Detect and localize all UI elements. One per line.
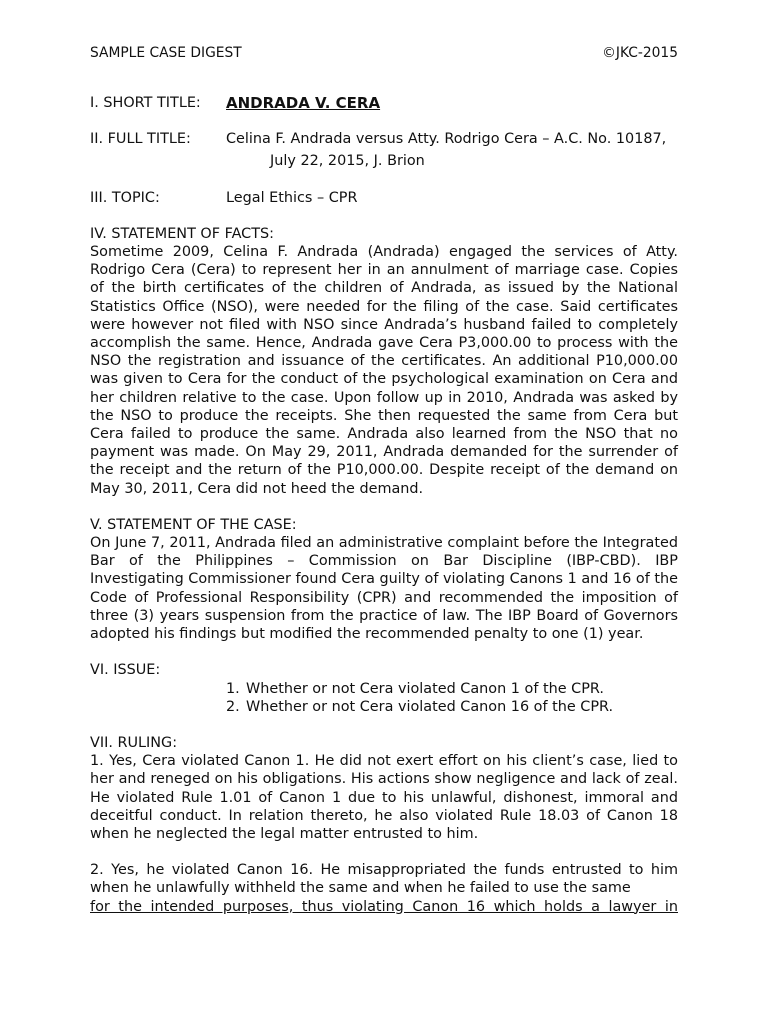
issue-text: Whether or not Cera violated Canon 16 of the CPR. [246,698,614,715]
document-page [90,44,678,916]
facts-heading: IV. STATEMENT OF FACTS: [90,225,274,242]
facts-text: Sometime 2009, Celina F. Andrada (Andrada) engaged the services of Atty. Rodrigo Cera (Cera) to represent her in an annulment of marriage case. Copies of the birth certificates of the children of Andrada, as issued by the National Statistics Office (NSO), were needed for the filing of the case. Said certificates were however not filed with NSO since Andrada’s husband failed to completely accomplish the same. Hence, Andrada gave Cera P3,000.00 to process with the NSO the registration and issuance of the certificates. An additional P10,000.00 was given to Cera for the conduct of the psychological examination on Cera and her children relative to the case. Upon follow up in 2010, Andrada was asked by the NSO to produce the receipts. She then requested the same from Cera but Cera failed to produce the same. Andrada also learned from the NSO that no payment was made. On May 29, 2011, Andrada demanded for the surrender of the receipt and the return of the P10,000.00. Despite receipt of the demand on May 30, 2011, Cera did not heed the demand. [90,244,678,497]
issue-heading: VI. ISSUE: [90,662,161,679]
issue-number: 1. [226,680,240,697]
header-left-text: SAMPLE CASE DIGEST [90,45,242,61]
short-title-label: I. SHORT TITLE: [90,95,201,111]
case-text: On June 7, 2011, Andrada filed an administrative complaint before the Integrated Bar of the Philippines – Commission on Bar Discipline (IBP-CBD). IBP Investigating Commissioner found Cera guilty of violating Canons 1 and 16 of the Code of Professional Responsibility (CPR) and recommended the imposition of three (3) years suspension from the practice of law. The IBP Board of Governors adopted his findings but modified the recommended penalty to one (1) year. [90,535,678,643]
issue-section [90,661,678,716]
issue-item [226,698,678,716]
ruling-heading: VII. RULING: [90,734,178,751]
ruling-section [90,734,678,916]
issue-text: Whether or not Cera violated Canon 1 of the CPR. [246,680,604,697]
page-header [90,44,678,64]
full-title-value: Celina F. Andrada versus Atty. Rodrigo Cera – A.C. No. 10187, [226,131,667,148]
ruling-paragraph-2-last-line: for the intended purposes, thus violating Canon 16 which holds a lawyer in [90,898,678,915]
topic-row [90,189,678,207]
issue-number: 2. [226,698,240,715]
full-title-date: July 22, 2015, J. Brion [270,153,425,170]
paragraph-gap [90,843,678,861]
topic-value: Legal Ethics – CPR [226,189,358,206]
case-heading: V. STATEMENT OF THE CASE: [90,516,297,533]
case-section [90,516,678,643]
ruling-paragraph-1: 1. Yes, Cera violated Canon 1. He did not exert effort on his client’s case, lied to her and reneged on his obligations. His actions show negligence and lack of zeal. He violated Rule 1.01 of Canon 1 due to his unlawful, dishonest, immoral and deceitful conduct. In relation thereto, he also violated Rule 18.03 of Canon 18 when he neglected the legal matter entrusted to him. [90,753,678,842]
short-title-row [90,94,678,112]
header-right-text: ©JKC-2015 [602,45,678,61]
issue-list [90,680,678,716]
topic-label: III. TOPIC: [90,189,160,206]
ruling-paragraph-2: 2. Yes, he violated Canon 16. He misappropriated the funds entrusted to him when he unlawfully withheld the same and when he failed to use the same [90,862,678,897]
short-title-value: ANDRADA V. CERA [226,94,381,112]
facts-section [90,225,678,498]
issue-item [226,680,678,698]
full-title-label: II. FULL TITLE: [90,131,191,148]
